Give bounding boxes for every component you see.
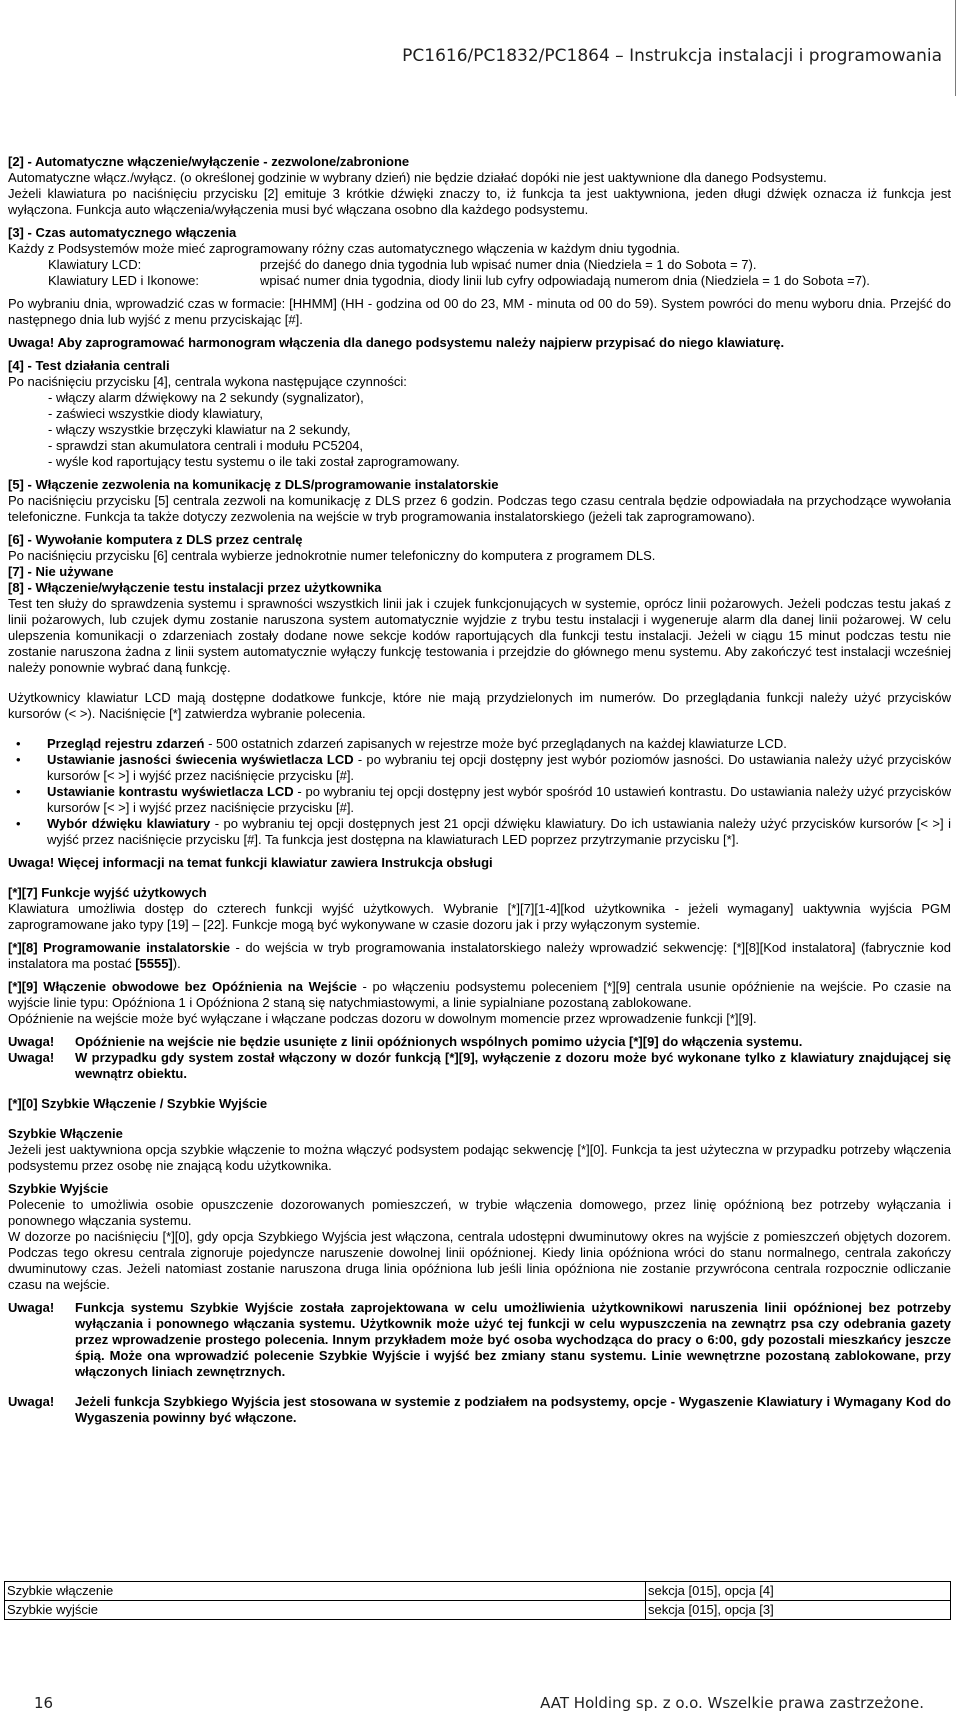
- table-row: [5, 1601, 951, 1620]
- section-7-title: [7] - Nie używane: [8, 564, 114, 579]
- section-3-note: Uwaga! Aby zaprogramować harmonogram włączenia dla danego podsystemu należy najpierw przypisać do niego klawiaturę.: [8, 335, 785, 350]
- section-4-title: [4] - Test działania centrali: [8, 358, 170, 373]
- list-item: - włączy wszystkie brzęczyki klawiatur na 2 sekundy,: [48, 422, 351, 437]
- page-header: PC1616/PC1832/PC1864 – Instrukcja instalacji i programowania: [402, 46, 942, 66]
- list-item: • Przegląd rejestru zdarzeń - 500 ostatnich zdarzeń zapisanych w rejestrze może być przeglądanych na każdej klawiaturze LCD.: [38, 736, 951, 752]
- star9-note: Uwaga! Opóźnienie na wejście nie będzie usunięte z linii opóźnionych wspólnych pomimo użycia [*][9] do włączenia systemu.: [8, 1034, 803, 1049]
- list-item: • Ustawianie kontrastu wyświetlacza LCD - po wybraniu tej opcji dostępny jest wybór spośród 10 ustawień kontrastu. Do ustawiania należy użyć przycisków kursorów [< >] i wyjść przez naciśnięcie przycisku [#].: [38, 784, 951, 816]
- section-8-text: Test ten służy do sprawdzenia systemu i sprawności wszystkich linii jak i czujek funkcjonujących w systemie, oprócz linii pożarowych. Jeżeli podczas testu jakaś z linii pożarowych, lub czujek dymu zostanie naruszona system automatycznie wyjdzie z trybu testu instalacji i wygeneruje alarm dla danej linii pożarowej. W celu ulepszenia komunikacji o zdarzeniach zostały dodane nowe sekcje kodów raportujących dla funkcji testu instalacji. Jeżeli w ciągu 15 minut podczas testu nie zostanie naruszona żadna z linii system automatycznie wyłączy funkcję testowania i przejdzie do głównego menu systemu. Aby zakończyć test instalacji wcześniej należy ponownie wybrać daną funkcję.: [8, 596, 951, 675]
- document-body: [8, 154, 951, 1426]
- list-item: - zaświeci wszystkie diody klawiatury,: [48, 406, 264, 421]
- quick-exit-note: Uwaga! Jeżeli funkcja Szybkiego Wyjścia jest stosowana w systemie z podziałem na podsystemy, opcje - Wygaszenie Klawiatury i Wymagany Kod do Wygaszenia powinny być włączone.: [8, 1394, 951, 1425]
- star8-text: [*][8] Programowanie instalatorskie - do wejścia w tryb programowania instalatorskiego należy wprowadzić sekwencję: [*][8][Kod instalatora] (fabrycznie kod instalatora ma postać [5555]).: [8, 940, 951, 971]
- section-2-text: Automatyczne włącz./wyłącz. (o określonej godzinie w wybrany dzień) nie będzie działać dopóki nie jest uaktywnione dla danego Podsystemu.: [8, 170, 827, 185]
- star0-title: [*][0] Szybkie Włączenie / Szybkie Wyjście: [8, 1096, 268, 1111]
- star9-text: [*][9] Włączenie obwodowe bez Opóźnienia na Wejście - po włączeniu podsystemu poleceniem [*][9] centrala usunie opóźnienie na wejście. Po czasie na wyjście linie typu: Opóźniona 1 i Opóźniona 2 staną się natychmiastowymi, a linie sypialniane pozostaną zablokowane.: [8, 979, 951, 1010]
- lcd-keypad-row: [8, 257, 951, 273]
- led-keypad-label: Klawiatury LED i Ikonowe:: [48, 273, 200, 288]
- page-edge-rule: [955, 0, 956, 96]
- options-table: [4, 1581, 951, 1620]
- section-6-title: [6] - Wywołanie komputera z DLS przez centralę: [8, 532, 303, 547]
- table-cell: Szybkie wyjście: [5, 1601, 646, 1620]
- star7-text: Klawiatura umożliwia dostęp do czterech funkcji wyjść użytkowych. Wybranie [*][7][1-4][kod użytkownika - jeżeli wymagany] uaktywnia wyjścia PGM zaprogramowane jako typy [19] – [22]. Funkcje mogą być wykonywane w czasie dozoru jak i przy wyłączonym systemie.: [8, 901, 951, 932]
- star7-title: [*][7] Funkcje wyjść użytkowych: [8, 885, 207, 900]
- table-row: [5, 1582, 951, 1601]
- lcd-functions-list: [8, 736, 951, 848]
- quick-exit-text: W dozorze po naciśnięciu [*][0], gdy opcja Szybkiego Wyjścia jest włączona, centrala udostępni dwuminutowy okres na wyjście z pomieszczeń objętych dozorem. Podczas tego okresu centrala zignoruje pojedyncze naruszenie dowolnej linii opóźnionej. Kiedy linia opóźniona wróci do stanu normalnego, centrala zakończy dwuminutowy czas. Jeżeli natomiast zostanie naruszona druga linia opóźniona lub jeśli linia opóźniona nie zostanie przywrócona centrala rozpocznie odliczanie czasu na wejście.: [8, 1229, 951, 1292]
- section-3-text: Każdy z Podsystemów może mieć zaprogramowany różny czas automatycznego włączenia w każdym dniu tygodnia.: [8, 241, 680, 256]
- section-2-title: [2] - Automatyczne włączenie/wyłączenie - zezwolone/zabronione: [8, 154, 410, 169]
- list-item: • Wybór dźwięku klawiatury - po wybraniu tej opcji dostępnych jest 21 opcji dźwięku klawiatury. Do ich ustawiania należy użyć przycisków kursorów [< >] i wyjść przez naciśnięcie przycisku [#]. Ta funkcja jest dostępna na klawiaturach LED poprzez przytrzymanie przycisku [*].: [38, 816, 951, 848]
- led-keypad-row: [8, 273, 951, 289]
- section-3-title: [3] - Czas automatycznego włączenia: [8, 225, 237, 240]
- section-5-text: Po naciśnięciu przycisku [5] centrala zezwoli na komunikację z DLS przez 6 godzin. Podczas tego czasu centrala będzie odpowiadała na przychodzące wywołania telefoniczne. Funkcja ta także dotyczy zezwolenia na wejście w tryb programowania instalatorskiego (jeżeli tak zaprogramowano).: [8, 493, 951, 524]
- list-item: - wyśle kod raportujący testu systemu o ile taki został zaprogramowany.: [48, 454, 460, 469]
- star9-note: Uwaga! W przypadku gdy system został włączony w dozór funkcją [*][9], wyłączenie z dozoru może być wykonane tylko z klawiatury znajdującej się wewnątrz obiektu.: [8, 1050, 951, 1081]
- list-item: - sprawdzi stan akumulatora centrali i modułu PC5204,: [48, 438, 364, 453]
- section-6-text: Po naciśnięciu przycisku [6] centrala wybierze jednokrotnie numer telefoniczny do komputera z programem DLS.: [8, 548, 656, 563]
- table-cell: sekcja [015], opcja [4]: [646, 1582, 951, 1601]
- section-4-text: Po naciśnięciu przycisku [4], centrala wykona następujące czynności:: [8, 374, 407, 389]
- list-item: • Ustawianie jasności świecenia wyświetlacza LCD - po wybraniu tej opcji dostępny jest wybór poziomów jasności. Do ustawiania należy użyć przycisków kursorów [< >] i wyjść przez naciśnięcie przycisku [#].: [38, 752, 951, 784]
- lcd-keypad-label: Klawiatury LCD:: [48, 257, 142, 272]
- quick-arm-title: Szybkie Włączenie: [8, 1126, 123, 1141]
- quick-exit-note: Uwaga! Funkcja systemu Szybkie Wyjście została zaprojektowana w celu umożliwienia użytkownikowi naruszenia linii opóźnionej bez potrzeby wyłączania i ponownego włączania systemu. Użytkownik może użyć tej funkcji w celu wypuszczenia na zewnątrz psa czy odebrania gazety przez wprowadzenie prostego polecenia. Innym przykładem może być osoba wychodząca do pracy o 6:00, gdy pozostali mieszkańcy jeszcze śpią. Może ona wprowadzić polecenie Szybkie Wyjście i wyjść bez zmiany stanu systemu. Linie wewnętrzne pozostaną zablokowane, przy włączonych liniach zewnętrznych.: [8, 1300, 951, 1379]
- lcd-functions-note: Uwaga! Więcej informacji na temat funkcji klawiatur zawiera Instrukcja obsługi: [8, 855, 493, 870]
- copyright: AAT Holding sp. z o.o. Wszelkie prawa zastrzeżone.: [540, 1694, 924, 1712]
- table-cell: Szybkie włączenie: [5, 1582, 646, 1601]
- quick-exit-text: Polecenie to umożliwia osobie opuszczenie dozorowanych pomieszczeń, w trybie włączenia domowego, przez linię opóźnioną bez potrzeby wyłączania i ponownego włączania systemu.: [8, 1197, 951, 1228]
- list-item: - włączy alarm dźwiękowy na 2 sekundy (sygnalizator),: [48, 390, 364, 405]
- page-number: 16: [34, 1694, 54, 1712]
- lcd-functions-intro: Użytkownicy klawiatur LCD mają dostępne dodatkowe funkcje, które nie mają przydzielonych im numerów. Do przeglądania funkcji należy użyć przycisków kursorów (< >). Naciśnięcie [*] zatwierdza wybranie polecenia.: [8, 690, 951, 721]
- quick-arm-text: Jeżeli jest uaktywniona opcja szybkie włączenie to można włączyć podsystem podając sekwencję [*][0]. Funkcja ta jest użyteczna w przypadku potrzeby włączenia podsystemu przez osobę nie znającą kodu użytkownika.: [8, 1142, 951, 1173]
- led-keypad-text: wpisać numer dnia tygodnia, diody linii lub cyfry odpowiadają numerom dnia (Niedziela = 1 do Sobota =7).: [260, 273, 870, 288]
- section-2-text: Jeżeli klawiatura po naciśnięciu przycisku [2] emituje 3 krótkie dźwięki znaczy to, iż funkcja ta jest uaktywniona, jeden długi dźwięk oznacza iż funkcja jest wyłączona. Funkcja auto włączenia/wyłączenia musi być włączana osobno dla każdego podsystemu.: [8, 186, 951, 217]
- table-cell: sekcja [015], opcja [3]: [646, 1601, 951, 1620]
- section-8-title: [8] - Włączenie/wyłączenie testu instalacji przez użytkownika: [8, 580, 382, 595]
- quick-exit-title: Szybkie Wyjście: [8, 1181, 109, 1196]
- section-4-list: [8, 390, 951, 470]
- section-5-title: [5] - Włączenie zezwolenia na komunikację z DLS/programowanie instalatorskie: [8, 477, 499, 492]
- section-3-text: Po wybraniu dnia, wprowadzić czas w formacie: [HHMM] (HH - godzina od 00 do 23, MM - minuta od 00 do 59). System powróci do menu wyboru dnia. Przejść do następnego dnia lub wyjść z menu przyciskając [#].: [8, 296, 951, 327]
- lcd-keypad-text: przejść do danego dnia tygodnia lub wpisać numer dnia (Niedziela = 1 do Sobota = 7).: [260, 257, 757, 272]
- star9-text: Opóźnienie na wejście może być wyłączane i włączane podczas dozoru w dowolnym momencie przez wprowadzenie funkcji [*][9].: [8, 1011, 757, 1026]
